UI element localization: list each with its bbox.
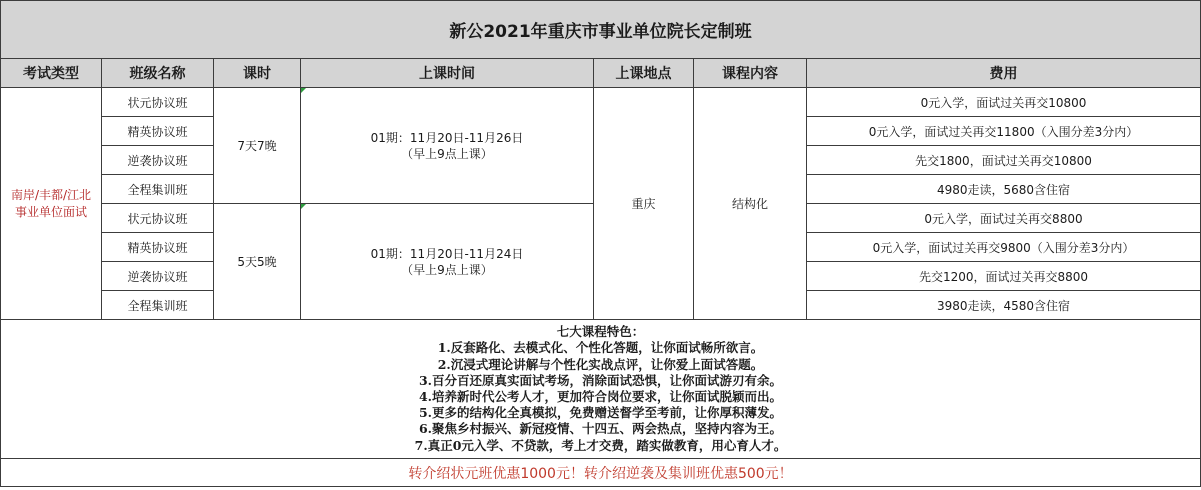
features-title: 七大课程特色： [556,324,645,340]
fee-cell: 0元入学，面试过关再交9800（入围分差3分内） [807,233,1201,262]
feature-item: 2.沉浸式理论讲解与个性化实战点评，让你爱上面试答题。 [437,356,764,372]
class-name: 精英协议班 [102,117,214,146]
class-name: 逆袭协议班 [102,146,214,175]
promo-banner: 转介绍状元班优惠1000元！转介绍逆袭及集训班优惠500元！ [1,459,1201,487]
header-location: 上课地点 [594,59,694,88]
table-title: 新公2021年重庆市事业单位院长定制班 [1,1,1201,59]
schedule-period: 01期：11月20日-11月24日 [370,246,524,261]
class-name: 逆袭协议班 [102,262,214,291]
hours-cell: 7天7晚 [214,88,301,204]
corner-mark [301,88,306,93]
feature-item: 7.真正0元入学、不贷款，考上才交费，踏实做教育，用心育人才。 [414,437,787,453]
feature-item: 4.培养新时代公考人才，更加符合岗位要求，让你面试脱颖而出。 [418,389,783,404]
fee-cell: 先交1800，面试过关再交10800 [807,146,1201,175]
features-block [1,320,1201,459]
fee-cell: 0元入学，面试过关再交11800（入围分差3分内） [807,117,1201,146]
fee-cell: 4980走读，5680含住宿 [807,175,1201,204]
fee-cell: 3980走读，4580含住宿 [807,291,1201,320]
corner-mark [301,204,306,209]
header-course-content: 课程内容 [694,59,807,88]
exam-type-cell [1,88,102,320]
table-row [1,88,1201,117]
schedule-cell [301,88,594,204]
header-hours: 课时 [214,59,301,88]
schedule-note: （早上9点上课） [401,146,493,161]
header-class-name: 班级名称 [102,59,214,88]
header-fee: 费用 [807,59,1201,88]
header-row [1,59,1201,88]
fee-cell: 0元入学，面试过关再交8800 [807,204,1201,233]
hours-cell: 5天5晚 [214,204,301,320]
schedule-note: （早上9点上课） [401,262,493,277]
class-name: 全程集训班 [102,291,214,320]
class-name: 状元协议班 [102,204,214,233]
location-cell: 重庆 [594,88,694,320]
feature-item: 3.百分百还原真实面试考场，消除面试恐惧，让你面试游刃有余。 [418,372,783,388]
feature-item: 6.聚焦乡村振兴、新冠疫情、十四五、两会热点，坚持内容为王。 [418,421,783,437]
feature-item: 1.反套路化、去模式化、个性化答题，让你面试畅所欲言。 [437,340,764,356]
class-name: 精英协议班 [102,233,214,262]
feature-item: 5.更多的结构化全真模拟，免费赠送督学至考前，让你厚积薄发。 [418,405,783,421]
header-schedule: 上课时间 [301,59,594,88]
schedule-period: 01期：11月20日-11月26日 [370,130,524,145]
exam-type-line-2: 事业单位面试 [14,204,87,219]
course-content-cell: 结构化 [694,88,807,320]
class-name: 全程集训班 [102,175,214,204]
exam-type-line-1: 南岸/丰都/江北 [10,187,92,202]
fee-cell: 0元入学，面试过关再交10800 [807,88,1201,117]
schedule-cell [301,204,594,320]
header-exam-type: 考试类型 [1,59,102,88]
fee-cell: 先交1200，面试过关再交8800 [807,262,1201,291]
class-name: 状元协议班 [102,88,214,117]
